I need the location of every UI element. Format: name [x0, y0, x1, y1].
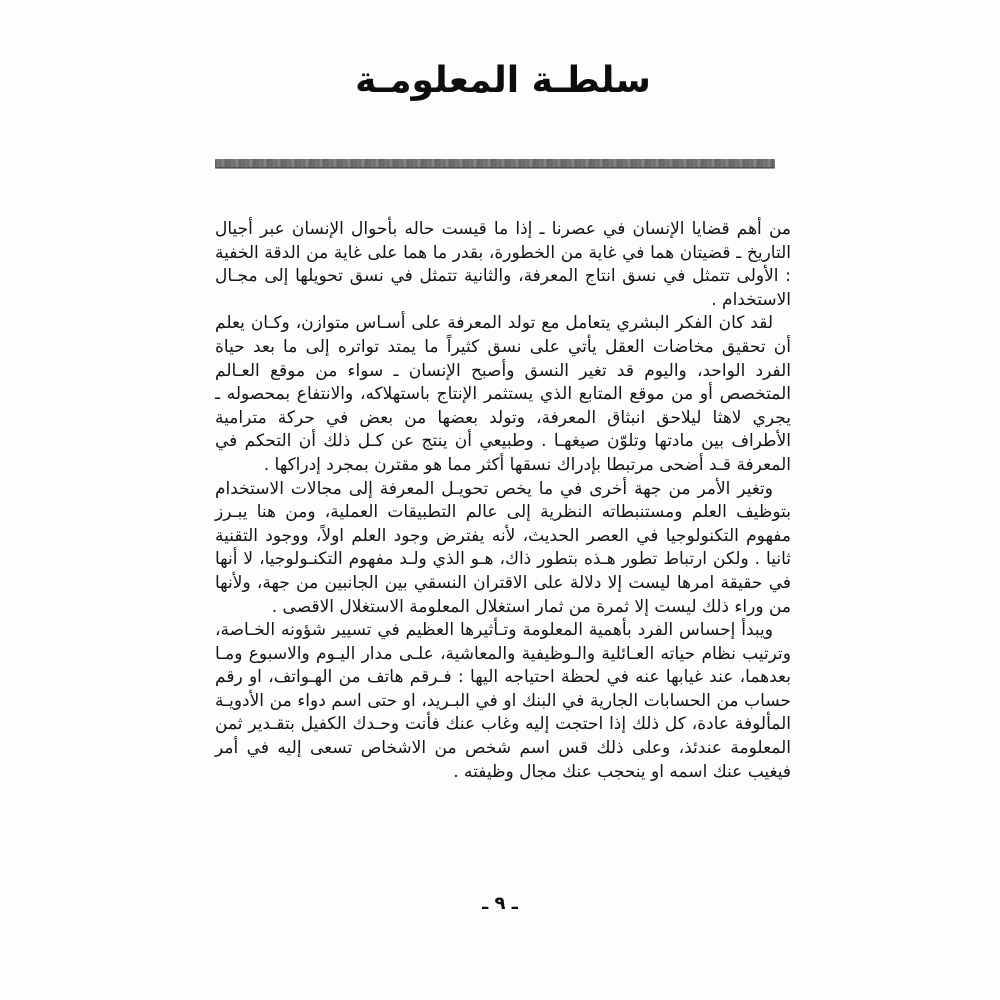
body-text: [215, 218, 791, 784]
section-divider: [215, 159, 775, 168]
body-paragraph: وتغير الأمر من جهة أخرى في ما يخص تحويـل المعرفة إلى مجالات الاستخدام بتوظيف العلم ومستنبطاته النظرية إلى عالم التطبيقات العملية، ومن هنا يبـرز مفهوم التكنولوجيا في العصر الحديث، لأنه يفترض وجود العلم اولاً، ووجود التقنية ثانيا . ولكن ارتباط تطور هـذه بتطور ذاك، هـو الذي ولـد مفهوم التكنـولوجيا، لا أنها في حقيقة امرها ليست إلا دلالة على الاقتران النسقي بين الجانبين من جهة، ولأنها من وراء ذلك ليست إلا ثمرة من ثمار استغلال المعلومة الاستغلال الاقصى .: [215, 478, 791, 617]
body-paragraph: ويبدأ إحساس الفرد بأهمية المعلومة وتـأثيرها العظيم في تسيير شؤونه الخـاصة، وترتيب نظام حياته العـائلية والـوظيفية والمعاشية، علـى مدار اليـوم والاسبوع ومـا بعدهما، عند غيابها عنه في لحظة احتياجه اليها : فـرقم هاتف من الهـواتف، او رقم حساب من الحسابات الجارية في البنك او في البـريد، او حتى اسم دواء من الأدويـة المألوفة عادة، كل ذلك إذا احتجت إليه وغاب عنك فأنت وحـدك الكفيل بتقـدير ثمن المعلومة عندئذ، وعلى ذلك قس اسم شخص من الاشخاص تسعى إليه في أمر فيغيب عنك اسمه او ينحجب عنك مجال وظيفته .: [215, 620, 791, 782]
page-number: ـ ٩ ـ: [482, 893, 518, 914]
body-paragraph: لقد كان الفكر البشري يتعامل مع تولد المعرفة على أسـاس متوازن، وكـان يعلم أن تحقيق مخاضات العقل يأتي على نسق كثيراً ما يمتد تواتره إلى ما بعد حياة الفرد الواحد، واليوم قد تغير النسق وأصبح الإنسان ـ سواء من موقع العـالم المتخصص أو من موقع المتابع الذي يستثمر الإنتاج باستهلاكه، والانتفاع بمحصوله ـ يجري لاهثا ليلاحق انبثاق المعرفة، وتولد بعضها من بعض في حركة مترامية الأطراف بين مادتها وتلوّن صيغهـا . وطبيعي أن ينتج عن كـل ذلك أن التحكم في المعرفة قـد أضحى مرتبطا بإدراك نسقها أكثر مما هو مقترن بمجرد إدراكها .: [215, 313, 791, 475]
page-content: [215, 0, 791, 784]
page-title: سلطـة المعلومـة: [355, 60, 651, 101]
body-paragraph: من أهم قضايا الإنسان في عصرنا ـ إذا ما قيست حاله بأحوال الإنسان عبر أجيال التاريخ ـ قضيتان هما في غاية من الخطورة، بقدر ما هما على غاية من الدقة الخفية : الأولى تتمثل في نسق انتاج المعرفة، والثانية تتمثل في نسق تحويلها إلى مجـال الاستخدام .: [215, 219, 791, 310]
